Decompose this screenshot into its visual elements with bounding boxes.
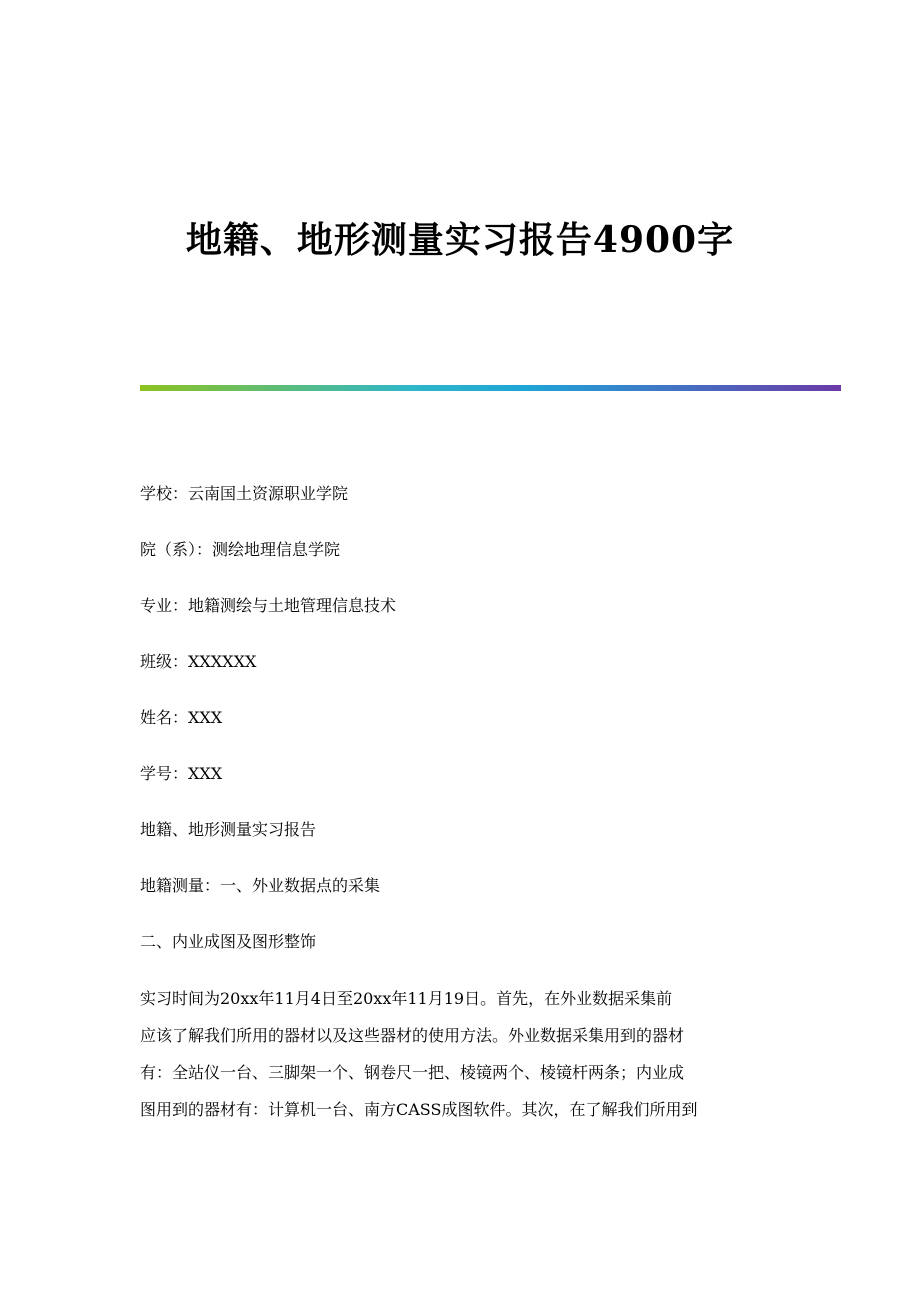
document-title: 地籍、地形测量实习报告4900字: [185, 219, 735, 261]
title-divider: [140, 385, 841, 391]
paragraph-line: 实习时间为20xx年11月4日至20xx年11月19日。首先，在外业数据采集前: [140, 989, 673, 1008]
info-line-student-id: 学号：XXX: [140, 764, 223, 783]
body-paragraph: [140, 980, 785, 1128]
info-line-school: 学校：云南国土资源职业学院: [140, 484, 349, 503]
info-line-name: 姓名：XXX: [140, 708, 223, 727]
info-line-class: 班级：XXXXXX: [140, 652, 257, 671]
paragraph-line: 有：全站仪一台、三脚架一个、钢卷尺一把、棱镜两个、棱镜杆两条；内业成: [140, 1063, 685, 1082]
section-heading-2: 二、内业成图及图形整饰: [140, 932, 317, 951]
report-heading: 地籍、地形测量实习报告: [140, 820, 317, 839]
paragraph-line: 应该了解我们所用的器材以及这些器材的使用方法。外业数据采集用到的器材: [140, 1026, 685, 1045]
info-line-department: 院（系）：测绘地理信息学院: [140, 540, 341, 559]
section-heading-1: 地籍测量：一、外业数据点的采集: [140, 876, 381, 895]
document-body: [140, 466, 785, 1128]
paragraph-line: 图用到的器材有：计算机一台、南方CASS成图软件。其次，在了解我们所用到: [140, 1100, 698, 1119]
info-line-major: 专业：地籍测绘与土地管理信息技术: [140, 596, 397, 615]
